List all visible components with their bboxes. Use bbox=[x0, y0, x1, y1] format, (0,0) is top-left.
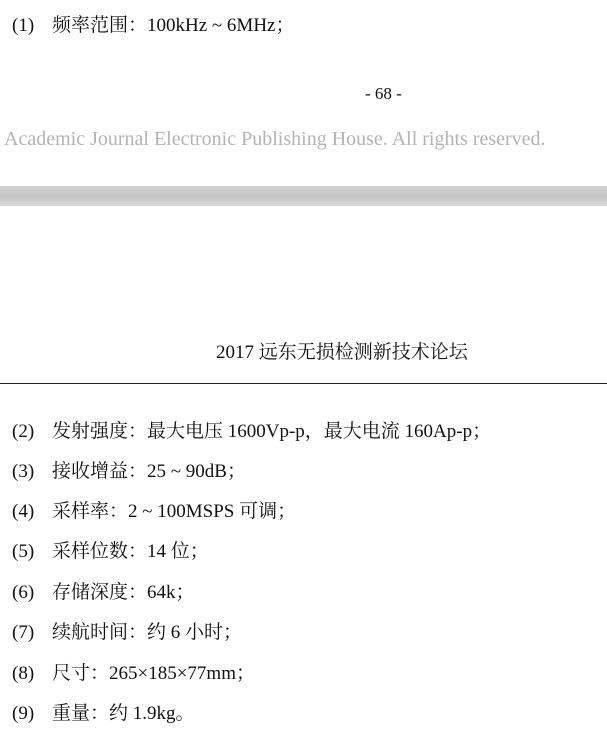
item-number: (6) bbox=[12, 582, 35, 603]
item-text: 频率范围：100kHz ~ 6MHz； bbox=[52, 15, 295, 36]
item-number: (9) bbox=[12, 703, 35, 724]
running-header: 2017 远东无损检测新技术论坛 bbox=[216, 342, 468, 363]
spec-item-6 bbox=[12, 581, 195, 605]
spec-item-5 bbox=[12, 540, 209, 564]
item-text: 尺寸：265×185×77mm； bbox=[52, 663, 255, 684]
item-number: (5) bbox=[12, 541, 35, 562]
spec-item-8 bbox=[12, 662, 255, 686]
spec-item-1 bbox=[12, 14, 294, 38]
spec-item-7 bbox=[12, 621, 242, 645]
page-separator bbox=[0, 186, 607, 206]
item-text: 发射强度：最大电压 1600Vp-p，最大电流 160Ap-p； bbox=[52, 421, 492, 442]
item-number: (3) bbox=[12, 461, 35, 482]
item-number: (2) bbox=[12, 421, 35, 442]
spec-item-9 bbox=[12, 702, 195, 726]
item-text: 采样位数：14 位； bbox=[52, 541, 209, 562]
spec-item-3 bbox=[12, 460, 246, 484]
item-number: (8) bbox=[12, 663, 35, 684]
item-text: 存储深度：64k； bbox=[52, 582, 195, 603]
item-number: (1) bbox=[12, 15, 35, 36]
item-text: 重量：约 1.9kg。 bbox=[52, 703, 195, 724]
spec-item-4 bbox=[12, 500, 296, 524]
item-number: (7) bbox=[12, 622, 35, 643]
page-number: - 68 - bbox=[365, 84, 402, 103]
item-text: 续航时间：约 6 小时； bbox=[52, 622, 243, 643]
header-rule bbox=[0, 383, 607, 384]
spec-item-2 bbox=[12, 420, 491, 444]
item-text: 采样率：2 ~ 100MSPS 可调； bbox=[52, 501, 297, 522]
copyright-watermark: Academic Journal Electronic Publishing House. All rights reserved. bbox=[4, 128, 546, 150]
item-number: (4) bbox=[12, 501, 35, 522]
item-text: 接收增益：25 ~ 90dB； bbox=[52, 461, 246, 482]
